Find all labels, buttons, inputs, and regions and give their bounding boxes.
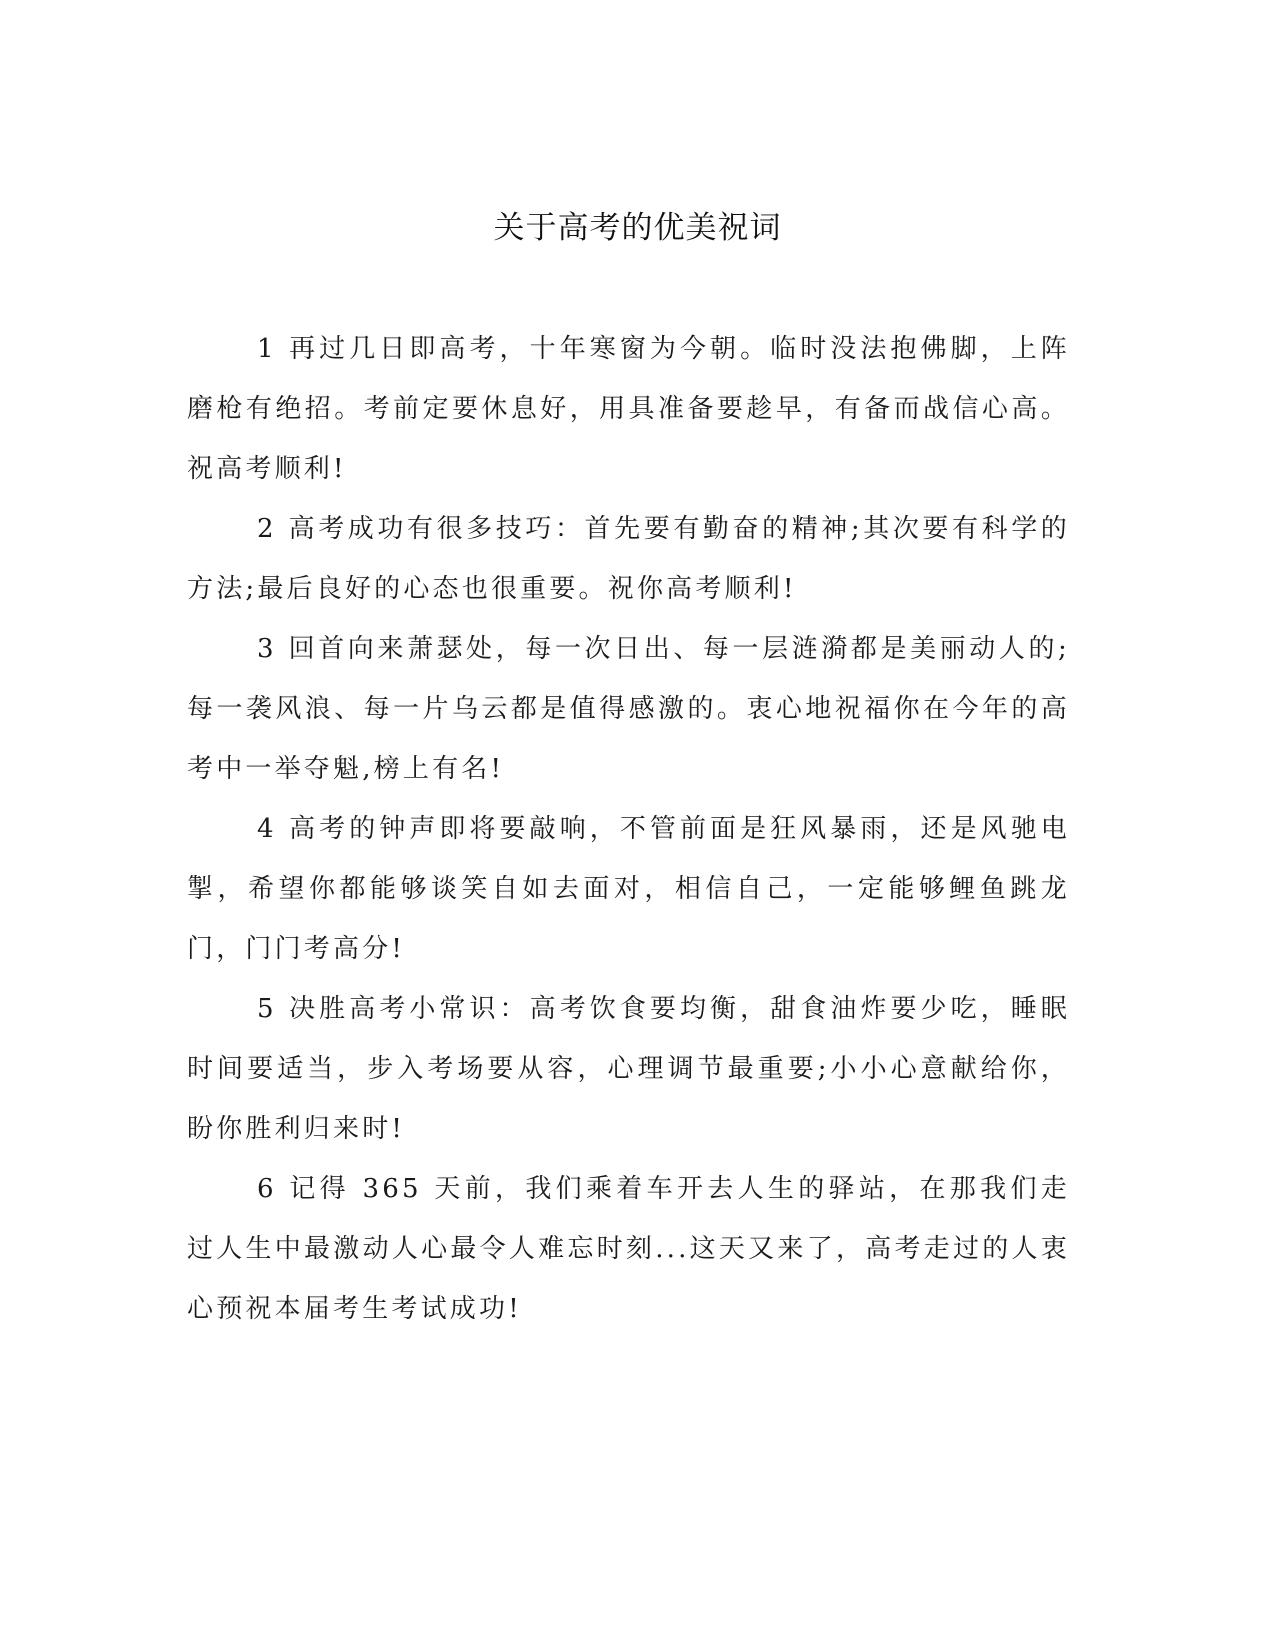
document-body [187,319,1070,1339]
document-title: 关于高考的优美祝词 [493,210,782,246]
paragraph-1: 1 再过几日即高考，十年寒窗为今朝。临时没法抱佛脚，上阵磨枪有绝招。考前定要休息好，用具准备要趁早，有备而战信心高。祝高考顺利! [187,334,1070,484]
paragraph-2: 2 高考成功有很多技巧：首先要有勤奋的精神;其次要有科学的方法;最后良好的心态也很重要。祝你高考顺利! [187,514,1070,604]
paragraph-5: 5 决胜高考小常识：高考饮食要均衡，甜食油炸要少吃，睡眠时间要适当，步入考场要从容，心理调节最重要;小小心意献给你，盼你胜利归来时! [187,994,1070,1144]
paragraph-4: 4 高考的钟声即将要敲响，不管前面是狂风暴雨，还是风驰电掣，希望你都能够谈笑自如去面对，相信自己，一定能够鲤鱼跳龙门，门门考高分! [187,814,1070,964]
paragraph-6: 6 记得 365 天前，我们乘着车开去人生的驿站，在那我们走过人生中最激动人心最令人难忘时刻...这天又来了，高考走过的人衷心预祝本届考生考试成功! [187,1174,1070,1324]
paragraph-3: 3 回首向来萧瑟处，每一次日出、每一层涟漪都是美丽动人的;每一袭风浪、每一片乌云都是值得感激的。衷心地祝福你在今年的高考中一举夺魁,榜上有名! [187,634,1070,784]
